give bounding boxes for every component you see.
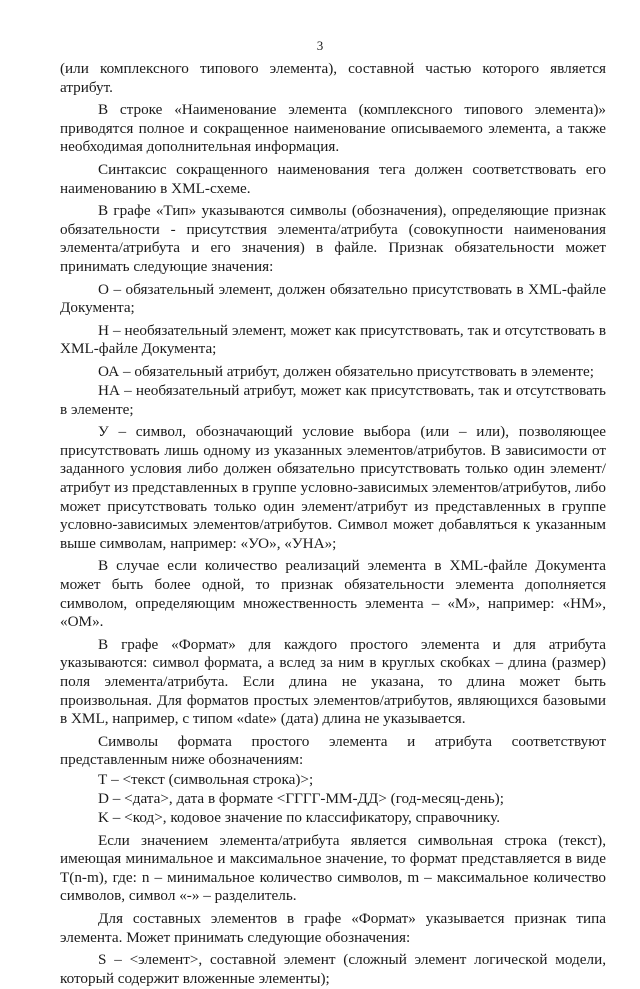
document-body [60,60,606,989]
paragraph-text-format: Если значением элемента/атрибута является символьная строка (текст), имеющая минимальное и максимальное значение, то формат представляется в виде Т(n-m), где: n – минимальное количество символов, m – максимальное количество символов, символ «-» – разделитель. [60,831,606,905]
list-item-type-u: У – символ, обозначающий условие выбора (или – или), позволяющее присутствовать лишь одному из указанных элементов/атрибутов. В зависимости от заданного условия либо должен обязательно присутствовать только один элемент/атрибут из представленных в группе условно-зависимых элементов/атрибутов, либо может присутствовать только один элемент/атрибут из представленных в группе условно-зависимых элементов/атрибутов. Символ может добавляться к указанным выше символам, например: «УО», «УНА»; [60,423,606,552]
paragraph-element-name-row: В строке «Наименование элемента (комплексного типового элемента)» приводятся полное и сокращенное наименование описываемого элемента, а также необходимая дополнительная информация. [60,101,606,156]
paragraph-multiplicity: В случае если количество реализаций элемента в XML-файле Документа может быть более одной, то признак обязательности элемента дополняется символом, определяющим множественность элемента – «М», например: «НМ», «ОМ». [60,557,606,631]
paragraph-tag-syntax: Синтаксис сокращенного наименования тега должен соответствовать его наименованию в XML-схеме. [60,160,606,197]
list-item-format-k: K – <код>, кодовое значение по классификатору, справочнику. [98,808,501,826]
paragraph-format-column: В графе «Формат» для каждого простого элемента и для атрибута указываются: символ формата, а вслед за ним в круглых скобках – длина (размер) поля элемента/атрибута. Если длина не указана, то длина может быть произвольная. Для форматов простых элементов/атрибутов, являющихся базовыми в XML, например, с типом «date» (дата) длина не указывается. [60,635,606,728]
list-item-type-oa: ОА – обязательный атрибут, должен обязательно присутствовать в элементе; [98,362,594,380]
list-item-type-o: О – обязательный элемент, должен обязательно присутствовать в XML-файле Документа; [60,280,606,317]
list-item-format-d: D – <дата>, дата в формате <ГГГГ-ММ-ДД> (год-месяц-день); [98,789,504,807]
list-item-format-s: S – <элемент>, составной элемент (сложный элемент логической модели, который содержит вложенные элементы); [60,951,606,987]
page-number: 3 [316,38,324,53]
list-item-format-t: Т – <текст (символьная строка)>; [98,770,314,788]
list-item-type-n: Н – необязательный элемент, может как присутствовать, так и отсутствовать в XML-файле Документа; [60,321,606,358]
list-item-type-na: НА – необязательный атрибут, может как присутствовать, так и отсутствовать в элементе; [60,382,606,418]
paragraph-attribute-continuation: (или комплексного типового элемента), составной частью которого является атрибут. [60,60,606,96]
paragraph-type-column: В графе «Тип» указываются символы (обозначения), определяющие признак обязательности - присутствия элемента/атрибута (совокупности наименования элемента/атрибута и его значения) в файле. Признак обязательности может принимать следующие значения: [60,202,606,275]
paragraph-format-symbols: Символы формата простого элемента и атрибута соответствуют представленным ниже обозначениям: [60,732,606,769]
paragraph-composite-elements: Для составных элементов в графе «Формат» указывается признак типа элемента. Может принимать следующие обозначения: [60,909,606,946]
